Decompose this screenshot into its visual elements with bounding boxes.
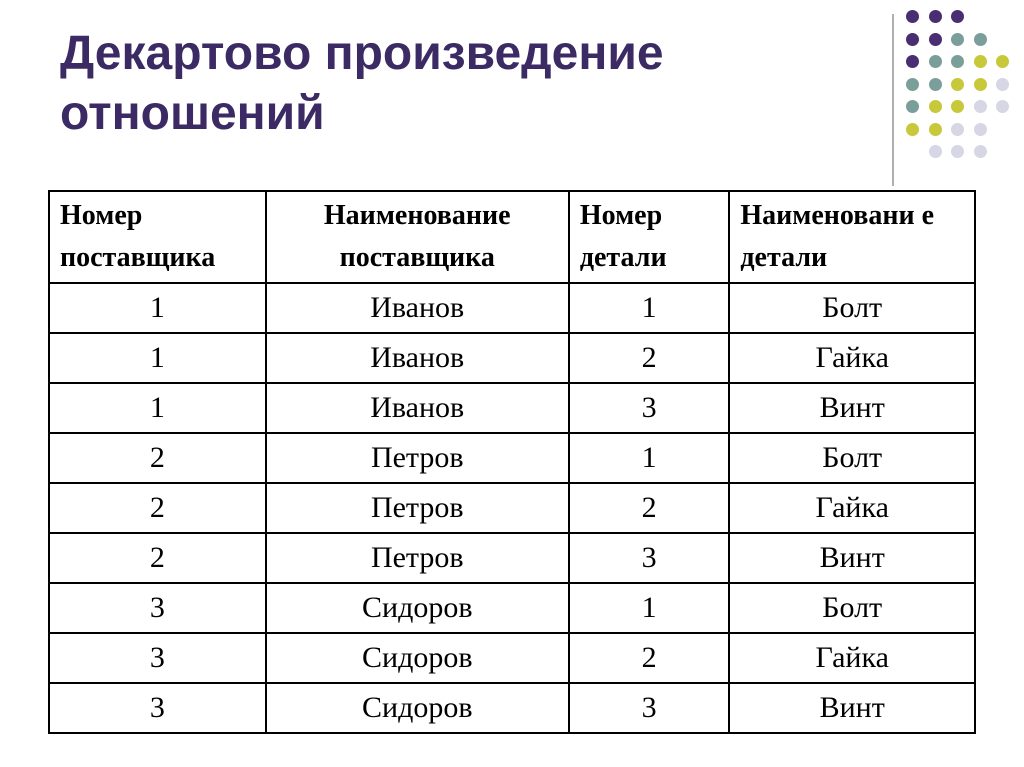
cartesian-product-table (48, 190, 976, 734)
decorative-dot (974, 78, 987, 91)
cell-supplier-number: 1 (49, 333, 266, 383)
decorative-dot (951, 55, 964, 68)
cell-part-name: Гайка (729, 483, 975, 533)
decorative-dot (929, 55, 942, 68)
table-row (49, 683, 975, 733)
decorative-dot (996, 78, 1009, 91)
decorative-dot (951, 33, 964, 46)
decorative-dot (906, 78, 919, 91)
header-supplier-number: Номер поставщика (49, 191, 266, 283)
decorative-dot (974, 55, 987, 68)
slide-title (60, 24, 860, 144)
cell-part-name: Болт (729, 583, 975, 633)
cell-part-number: 2 (569, 333, 730, 383)
cell-part-number: 3 (569, 383, 730, 433)
cell-supplier-number: 1 (49, 283, 266, 333)
cell-supplier-name: Петров (266, 533, 569, 583)
decorative-dot (929, 78, 942, 91)
decorative-dot (951, 78, 964, 91)
decorative-dot (996, 55, 1009, 68)
header-part-name: Наименовани е детали (729, 191, 975, 283)
cell-part-name: Винт (729, 383, 975, 433)
cell-supplier-number: 2 (49, 533, 266, 583)
decorative-dot (974, 145, 987, 158)
decorative-dot (951, 100, 964, 113)
decorative-dot (929, 123, 942, 136)
cell-part-number: 3 (569, 533, 730, 583)
decorative-dot (974, 33, 987, 46)
cell-supplier-number: 2 (49, 433, 266, 483)
decorative-dot (906, 100, 919, 113)
cell-supplier-name: Петров (266, 433, 569, 483)
decorative-dot (929, 33, 942, 46)
decorative-dot (906, 123, 919, 136)
decorative-dot (906, 55, 919, 68)
decorative-dot (951, 123, 964, 136)
decorative-dot (929, 100, 942, 113)
decorative-dot (974, 100, 987, 113)
table-row (49, 483, 975, 533)
cell-part-number: 1 (569, 283, 730, 333)
cell-part-number: 3 (569, 683, 730, 733)
cell-part-name: Болт (729, 433, 975, 483)
decorative-dot (929, 145, 942, 158)
title-line-1: Декартово произведение (60, 27, 664, 80)
cell-part-name: Винт (729, 683, 975, 733)
cell-part-number: 1 (569, 583, 730, 633)
table-row (49, 533, 975, 583)
cell-supplier-number: 3 (49, 633, 266, 683)
header-supplier-name: Наименование поставщика (266, 191, 569, 283)
decorative-dot (906, 33, 919, 46)
cell-part-name: Винт (729, 533, 975, 583)
table-row (49, 433, 975, 483)
cell-supplier-name: Иванов (266, 383, 569, 433)
title-line-2: отношений (60, 87, 325, 140)
cell-supplier-number: 2 (49, 483, 266, 533)
decorative-dot (906, 10, 919, 23)
decorative-dot (951, 145, 964, 158)
cell-supplier-number: 3 (49, 683, 266, 733)
decorative-dot (951, 10, 964, 23)
cell-supplier-number: 3 (49, 583, 266, 633)
decorative-dot (996, 100, 1009, 113)
table-row (49, 583, 975, 633)
table-row (49, 633, 975, 683)
cell-supplier-number: 1 (49, 383, 266, 433)
table-row (49, 333, 975, 383)
cell-part-number: 2 (569, 483, 730, 533)
cell-supplier-name: Сидоров (266, 633, 569, 683)
cell-supplier-name: Сидоров (266, 583, 569, 633)
decorative-dot (929, 10, 942, 23)
cell-supplier-name: Иванов (266, 283, 569, 333)
cell-part-name: Болт (729, 283, 975, 333)
cell-part-number: 2 (569, 633, 730, 683)
cell-part-number: 1 (569, 433, 730, 483)
decorative-divider (892, 14, 894, 186)
cell-part-name: Гайка (729, 333, 975, 383)
cell-supplier-name: Иванов (266, 333, 569, 383)
cell-part-name: Гайка (729, 633, 975, 683)
table-row (49, 383, 975, 433)
cell-supplier-name: Сидоров (266, 683, 569, 733)
table-row (49, 283, 975, 333)
table-header-row (49, 191, 975, 283)
decorative-dot (974, 123, 987, 136)
header-part-number: Номер детали (569, 191, 730, 283)
cell-supplier-name: Петров (266, 483, 569, 533)
